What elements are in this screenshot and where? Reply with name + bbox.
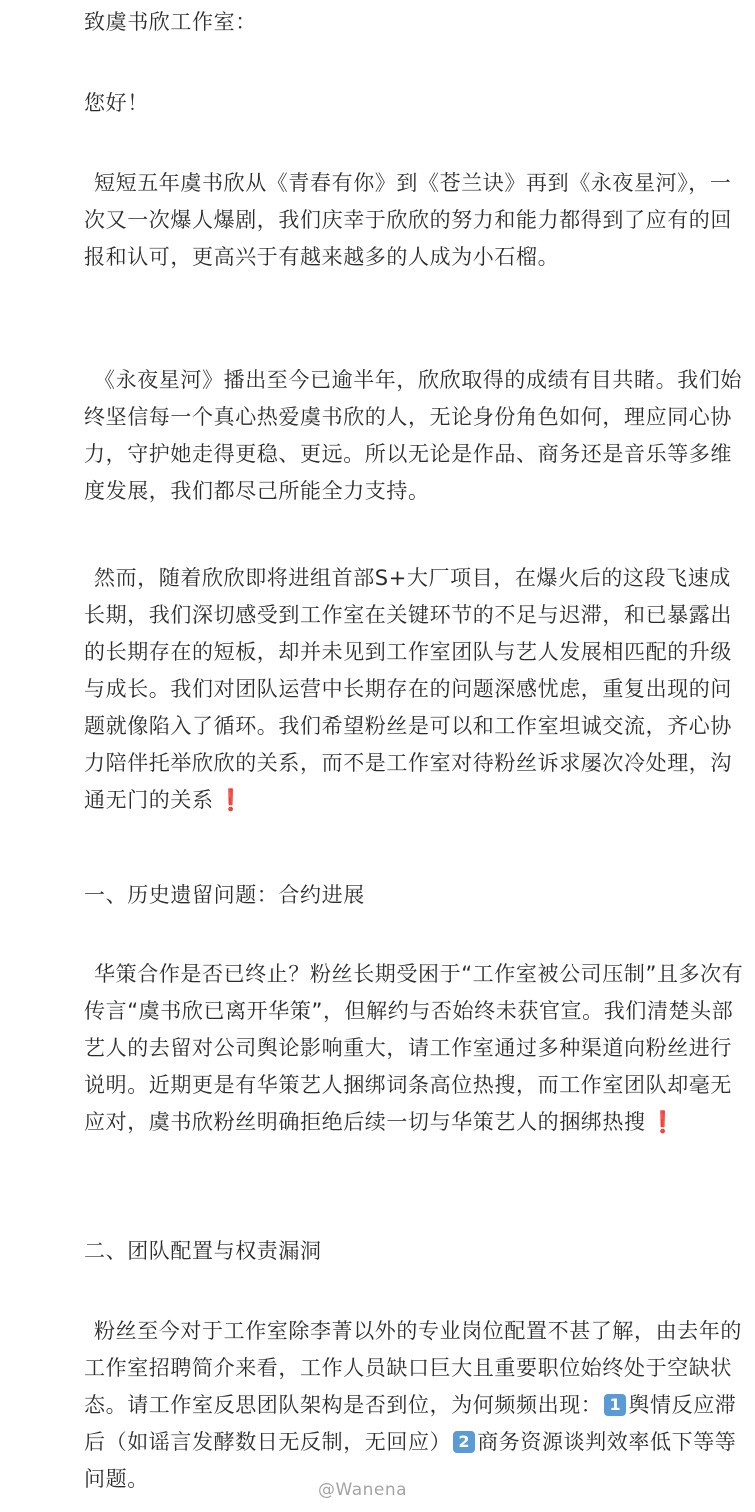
letter-greeting: 您好！ [84, 91, 149, 115]
exclamation-icon: ❗ [217, 788, 245, 812]
section-heading-contract: 一、历史遗留问题：合约进展 [84, 883, 365, 907]
paragraph-contract-text: 华策合作是否已终止？粉丝长期受困于“工作室被公司压制”且多次有传言“虞书欣已离开华策”，但解约与否始终未获官宣。我们清楚头部艺人的去留对公司舆论影响重大，请工作室通过多种渠道向粉丝进行说明。近期更是有华策艺人捆绑词条高位热搜，而工作室团队却毫无应对，虞书欣粉丝明确拒绝后续一切与华策艺人的捆绑热搜 [84, 962, 744, 1134]
paragraph-concerns [84, 560, 744, 819]
section-heading-team: 二、团队配置与权责漏洞 [84, 1239, 322, 1263]
paragraph-team-text-b: 舆情反应滞后（如谣言发酵数日无反制，无回应） [84, 1393, 737, 1454]
letter-salutation: 致虞书欣工作室： [84, 10, 257, 34]
paragraph-concerns-text: 然而，随着欣欣即将进组首部S+大厂项目，在爆火后的这段飞速成长期，我们深切感受到工作室在关键环节的不足与迟滞，和已暴露出的长期存在的短板，却并未见到工作室团队与艺人发展相匹配的升级与成长。我们对团队运营中长期存在的问题深感忧虑，重复出现的问题就像陷入了循环。我们希望粉丝是可以和工作室坦诚交流，齐心协力陪伴托举欣欣的关系，而不是工作室对待粉丝诉求屡次冷处理，沟通无门的关系 [84, 566, 732, 812]
keycap-two-icon: 2 [453, 1431, 475, 1453]
paragraph-intro: 短短五年虞书欣从《青春有你》到《苍兰诀》再到《永夜星河》，一次又一次爆人爆剧，我们庆幸于欣欣的努力和能力都得到了应有的回报和认可，更高兴于有越来越多的人成为小石榴。 [84, 171, 732, 269]
paragraph-contract [84, 956, 744, 1141]
paragraph-team [84, 1313, 744, 1498]
exclamation-icon: ❗ [649, 1110, 677, 1134]
paragraph-team-text-c: 商务资源谈判效率低下等等问题。 [84, 1430, 737, 1491]
paragraph-achievements: 《永夜星河》播出至今已逾半年，欣欣取得的成绩有目共睹。我们始终坚信每一个真心热爱虞书欣的人，无论身份角色如何，理应同心协力，守护她走得更稳、更远。所以无论是作品、商务还是音乐等多维度发展，我们都尽己所能全力支持。 [84, 368, 742, 503]
keycap-one-icon: 1 [604, 1394, 626, 1416]
watermark: @Wanena [318, 1480, 408, 1500]
paragraph-team-text-a: 粉丝至今对于工作室除李菁以外的专业岗位配置不甚了解，由去年的工作室招聘简介来看，工作人员缺口巨大且重要职位始终处于空缺状态。请工作室反思团队架构是否到位，为何频频出现： [84, 1319, 742, 1417]
